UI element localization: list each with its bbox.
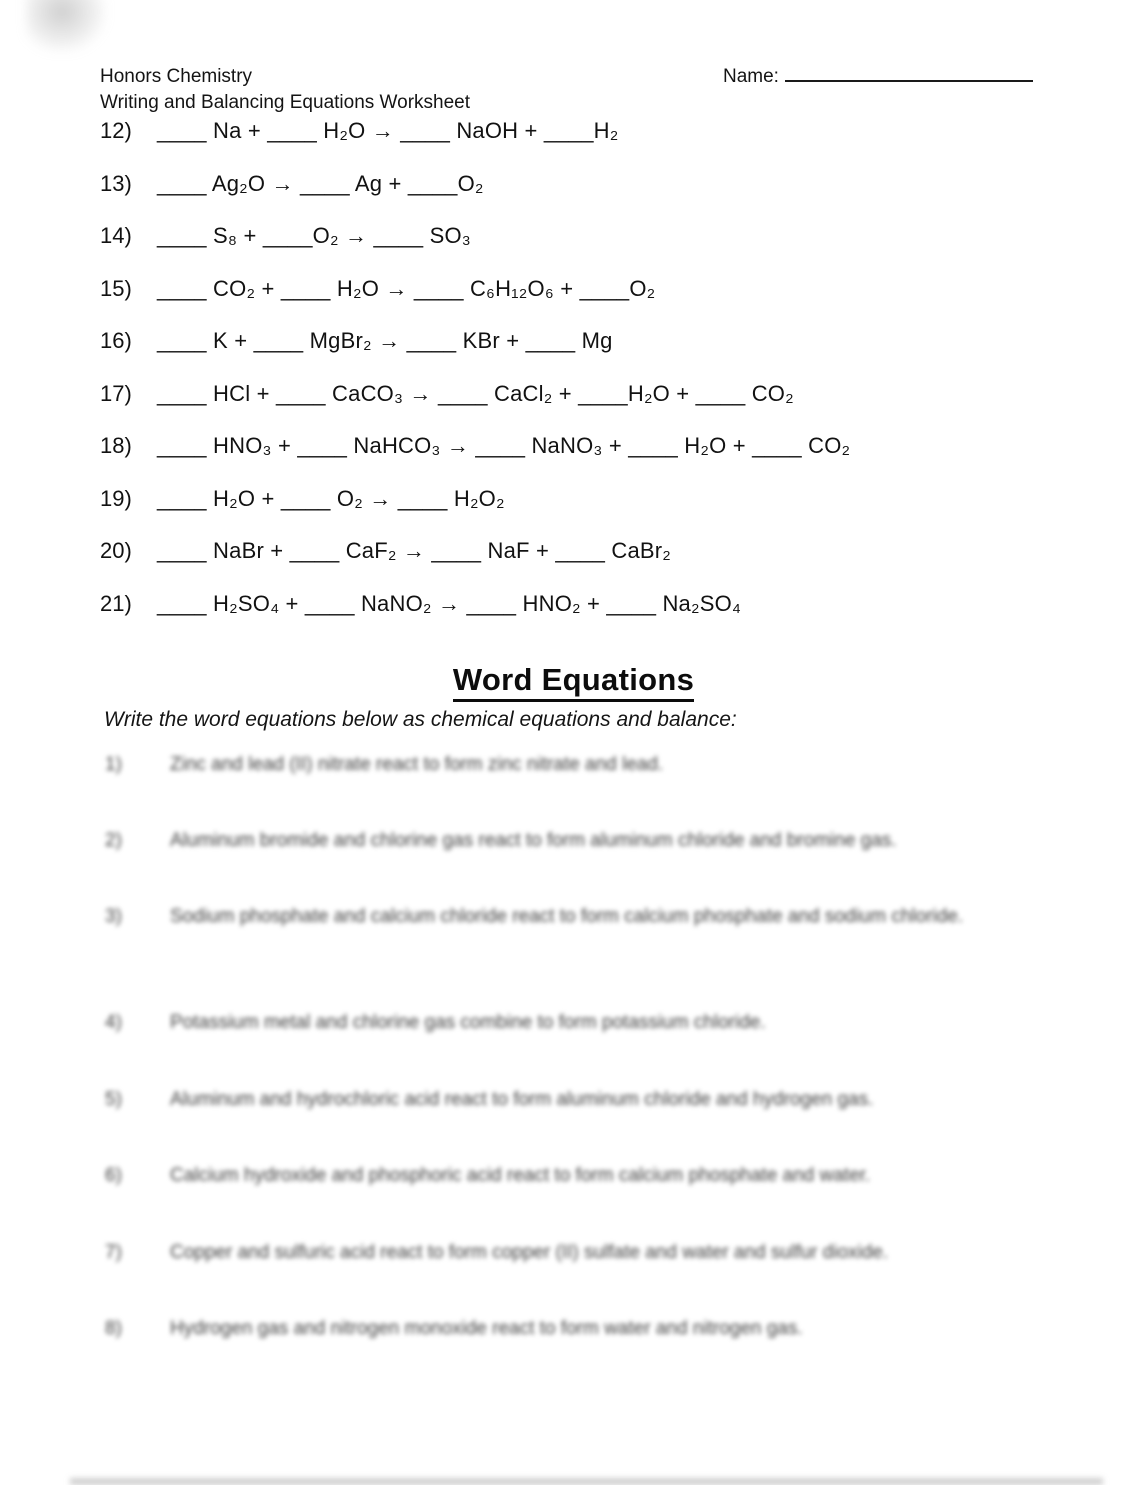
equation-row-18 — [100, 432, 850, 460]
scan-edge-artifact — [70, 1478, 1103, 1485]
equation-number: 13) — [100, 171, 132, 196]
equation-text: ____ NaBr + ____ CaF₂ → ____ NaF + ____ CaBr₂ — [157, 538, 672, 563]
equation-number: 18) — [100, 433, 132, 458]
equation-row-15 — [100, 275, 655, 303]
word-item-number: 8) — [105, 1318, 122, 1339]
equation-number: 14) — [100, 223, 132, 248]
word-equations-heading-text: Word Equations — [453, 662, 694, 702]
word-item-number: 7) — [105, 1242, 122, 1263]
equation-number: 20) — [100, 538, 132, 563]
word-item-text: Copper and sulfuric acid react to form copper (II) sulfate and water and sulfur dioxide. — [170, 1242, 889, 1263]
equation-text: ____ H₂SO₄ + ____ NaNO₂ → ____ HNO₂ + ____ Na₂SO₄ — [157, 591, 742, 616]
word-item-number: 6) — [105, 1165, 122, 1186]
worksheet-title: Writing and Balancing Equations Worksheet — [100, 92, 471, 113]
word-item-number: 3) — [105, 906, 122, 927]
header-block — [100, 64, 470, 116]
equation-text: ____ CO₂ + ____ H₂O → ____ C₆H₁₂O₆ + ____O₂ — [157, 276, 656, 301]
equation-row-14 — [100, 222, 471, 250]
equation-number: 19) — [100, 486, 132, 511]
equation-row-13 — [100, 170, 484, 198]
word-item-text: Potassium metal and chlorine gas combine to form potassium chloride. — [170, 1012, 766, 1033]
equation-number: 15) — [100, 276, 132, 301]
equation-row-17 — [100, 380, 794, 408]
name-blank-line — [785, 79, 1033, 82]
equation-row-21 — [100, 590, 741, 618]
name-label: Name: — [723, 66, 779, 87]
course-title: Honors Chemistry — [100, 66, 253, 87]
equation-text: ____ S₈ + ____O₂ → ____ SO₃ — [157, 223, 471, 248]
equation-row-16 — [100, 327, 613, 355]
word-item-2 — [105, 827, 1045, 854]
word-item-number: 2) — [105, 830, 122, 851]
equation-text: ____ K + ____ MgBr₂ → ____ KBr + ____ Mg — [157, 328, 613, 353]
word-item-text: Hydrogen gas and nitrogen monoxide react to form water and nitrogen gas. — [170, 1318, 803, 1339]
equation-row-20 — [100, 537, 671, 565]
equation-text: ____ HCl + ____ CaCO₃ → ____ CaCl₂ + ____H₂O + ____ CO₂ — [157, 381, 794, 406]
scan-smudge-artifact — [26, 0, 106, 52]
word-item-6 — [105, 1162, 1045, 1189]
word-item-text: Aluminum bromide and chlorine gas react to form aluminum chloride and bromine gas. — [170, 830, 897, 851]
word-item-text: Aluminum and hydrochloric acid react to form aluminum chloride and hydrogen gas. — [170, 1089, 874, 1110]
word-item-text: Zinc and lead (II) nitrate react to form zinc nitrate and lead. — [170, 754, 664, 775]
word-item-number: 1) — [105, 754, 122, 775]
equation-text: ____ Na + ____ H₂O → ____ NaOH + ____H₂ — [157, 118, 619, 143]
word-item-number: 4) — [105, 1012, 122, 1033]
word-equations-instruction: Write the word equations below as chemical equations and balance: — [104, 708, 737, 731]
word-item-text: Sodium phosphate and calcium chloride react to form calcium phosphate and sodium chloride. — [170, 906, 964, 927]
equation-number: 21) — [100, 591, 132, 616]
equation-number: 12) — [100, 118, 132, 143]
equation-text: ____ Ag₂O → ____ Ag + ____O₂ — [157, 171, 484, 196]
equation-number: 17) — [100, 381, 132, 406]
word-item-text: Calcium hydroxide and phosphoric acid react to form calcium phosphate and water. — [170, 1165, 871, 1186]
word-item-7 — [105, 1239, 1045, 1266]
word-item-4 — [105, 1009, 1045, 1036]
equation-row-12 — [100, 117, 619, 145]
word-item-3 — [105, 903, 1045, 930]
word-item-number: 5) — [105, 1089, 122, 1110]
equation-text: ____ HNO₃ + ____ NaHCO₃ → ____ NaNO₃ + ____ H₂O + ____ CO₂ — [157, 433, 851, 458]
word-item-5 — [105, 1086, 1045, 1113]
equation-row-19 — [100, 485, 505, 513]
word-item-1 — [105, 751, 1045, 778]
name-line — [723, 66, 1033, 88]
word-item-8 — [105, 1315, 1045, 1342]
word-equations-heading — [0, 661, 1147, 698]
equation-number: 16) — [100, 328, 132, 353]
equation-text: ____ H₂O + ____ O₂ → ____ H₂O₂ — [157, 486, 505, 511]
